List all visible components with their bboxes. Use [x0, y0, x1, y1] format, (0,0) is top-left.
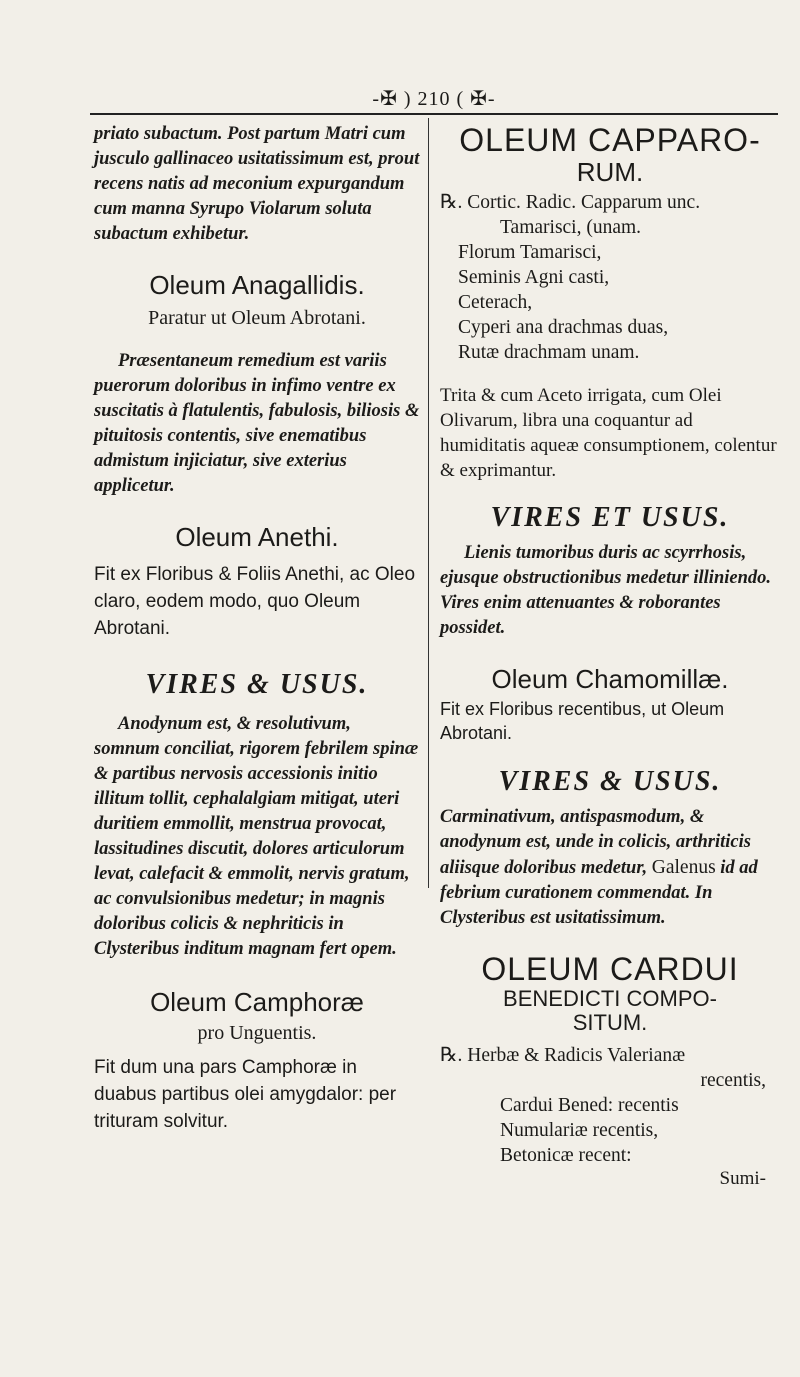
anethi-paragraph: Fit ex Floribus & Foliis Anethi, ac Oleo claro, eodem modo, quo Oleum Abrotani.: [94, 564, 416, 639]
chamomillae-vires-paragraph: [440, 805, 780, 931]
section-title-cardui: OLEUM CARDUI: [481, 951, 739, 987]
capparorum-ingredients: [440, 190, 780, 365]
section-title-capparorum: OLEUM CAPPARO-: [459, 122, 761, 158]
ingredient-line: Cyperi ana drachmas duas,: [458, 317, 669, 338]
ingredient-line: Ceterach,: [458, 292, 533, 313]
vires-heading-chamomillae: VIRES & USUS.: [498, 766, 722, 797]
right-column: [440, 122, 780, 1190]
vires-text-part: id ad febrium curationem commendat. In Clysteribus est usitatissimum.: [440, 858, 758, 928]
page-header: [90, 86, 778, 114]
header-rule: [90, 113, 778, 115]
ingredient-line: Seminis Agni casti,: [458, 267, 610, 288]
catchword: Sumi-: [719, 1168, 766, 1189]
left-column: [94, 122, 420, 1135]
section-title-anethi: Oleum Anethi.: [175, 522, 339, 552]
ingredient-line: Florum Tamarisci,: [458, 242, 602, 263]
cardui-ingredients: [440, 1043, 780, 1168]
ingredient-line: ℞. Herbæ & Radicis Valerianæ: [440, 1045, 686, 1066]
galenus-name: Galenus: [651, 857, 716, 878]
ingredient-line: Tamarisci, (unam.: [500, 217, 642, 238]
camphorae-paragraph: Fit dum una pars Camphoræ in duabus partibus olei amygdalor: per trituram solvitur.: [94, 1057, 397, 1132]
anethi-vires-paragraph: Anodynum est, & resolutivum, somnum conciliat, rigorem febrilem spinæ & partibus nervosis accessionis initio illitum tollit, cephalalgiam mitigat, uteri duritiem emmollit, menstrua provocat, lassitudines discutit, dolores articulorum levat, calefacit & emmolit, nervis gratum, ac convulsionibus medetur; in magnis doloribus colicis & nephriticis in Clysteribus inditum magnam fert opem.: [94, 714, 419, 959]
page-number: -✠ ) 210 ( ✠-: [372, 88, 496, 110]
capparorum-paragraph: Trita & cum Aceto irrigata, cum Olei Olivarum, libra una coquantur ad humiditatis aqueæ consumptionem, colentur & exprimantur.: [440, 385, 777, 481]
section-title-chamomillae: Oleum Chamomillæ.: [491, 664, 729, 694]
vires-heading-anethi: VIRES & USUS.: [145, 669, 369, 700]
ingredient-line: Betonicæ recent:: [500, 1145, 632, 1166]
section-title-anagallidis: Oleum Anagallidis.: [149, 270, 365, 300]
ingredient-line: Rutæ drachmam unam.: [458, 342, 640, 363]
section-subtitle-camphorae: pro Unguentis.: [197, 1022, 317, 1044]
anagallidis-paragraph: Præsentaneum remedium est variis puerorum doloribus in infimo ventre ex suscitatis à flatulentis, fabulosis, biliosis & pituitosis contentis, sive enematibus admistum injiciatur, sive exterius applicetur.: [94, 351, 420, 496]
column-divider: [428, 118, 429, 888]
section-title-camphorae: Oleum Camphoræ: [150, 987, 364, 1017]
section-title-capparorum-cont: RUM.: [576, 157, 644, 187]
section-subtitle-anagallidis: Paratur ut Oleum Abrotani.: [148, 307, 366, 329]
chamomillae-paragraph: Fit ex Floribus recentibus, ut Oleum Abrotani.: [440, 699, 725, 743]
section-subtitle-cardui: BENEDICTI COMPO-: [503, 986, 717, 1011]
vires-heading-capparorum: VIRES ET USUS.: [490, 502, 730, 533]
continued-paragraph: priato subactum. Post partum Matri cum jusculo gallinaceo usitatissimum est, prout recens natis ad meconium expurgandum cum manna Syrupo Violarum soluta subactum exhibetur.: [94, 124, 420, 244]
capparorum-vires-paragraph: Lienis tumoribus duris ac scyrrhosis, ejusque obstructionibus medetur illiniendo. Vires enim attenuantes & roborantes possidet.: [440, 543, 772, 638]
section-subtitle-cardui-cont: SITUM.: [572, 1010, 648, 1035]
ingredient-line: Numulariæ recentis,: [500, 1120, 659, 1141]
ingredient-line: ℞. Cortic. Radic. Capparum unc.: [440, 192, 701, 213]
vires-text-part: Carminativum, antispasmodum, & anodynum est, unde in colicis, arthriticis aliisque doloribus medetur,: [440, 807, 751, 878]
ingredient-line: recentis,: [700, 1070, 766, 1091]
ingredient-line: Cardui Bened: recentis: [500, 1095, 679, 1116]
